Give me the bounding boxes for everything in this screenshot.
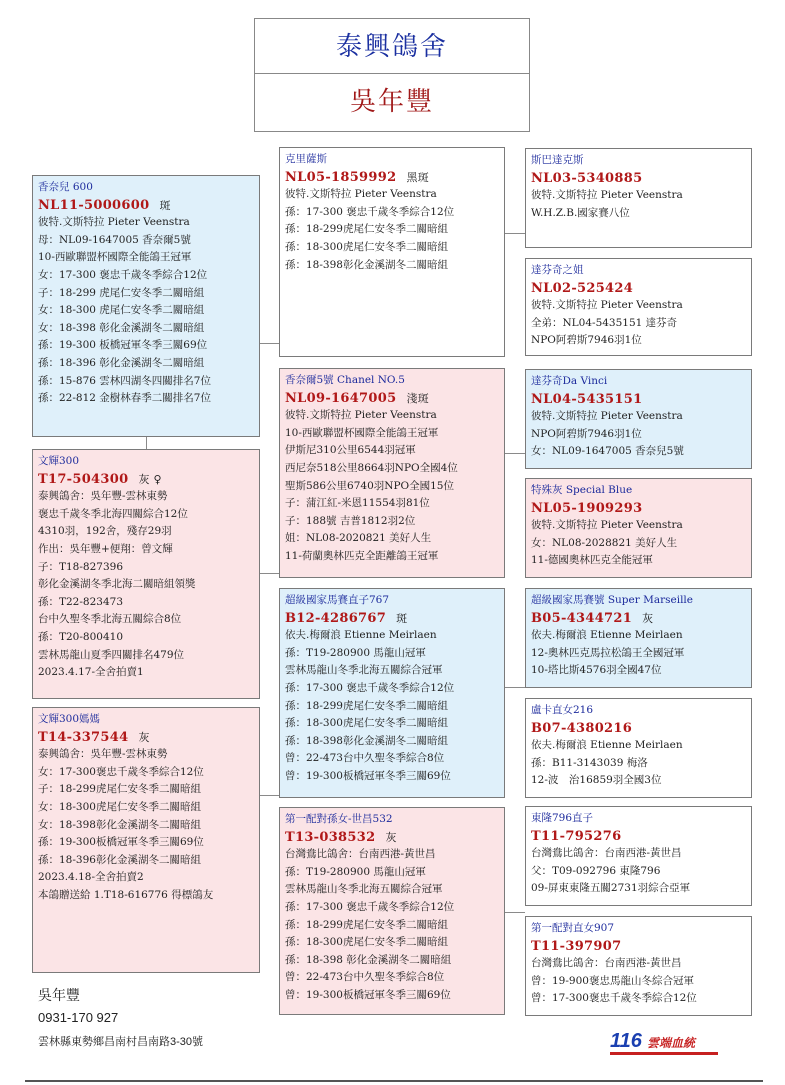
record-line: 曾：22-473台中久聖冬季綜合8位 [285,752,445,765]
pedigree-box-ancestor [525,369,752,469]
record-line: 女：18-398 彰化金溪湖冬二關暗組 [38,321,205,334]
record-line: 褒忠千歲冬季北海四關綜合12位 [38,507,188,520]
pedigree-box-ancestor [525,148,752,248]
record-line: 孫：T22-823473 [38,595,123,608]
record-line: 子：T18-827396 [38,560,123,573]
bird-name: 第一配對孫女-世昌532 [285,813,393,825]
record-line: 伊斯尼310公里6544羽冠軍 [285,444,416,457]
record-line: 子：18-299虎尾仁安冬季二關暗組 [38,783,201,796]
pedigree-box-granddam [279,368,505,578]
record-line: 依夫.梅爾浪 Etienne Meirlaen [531,629,683,642]
record-line: 全弟：NL04-5435151 達芬奇 [531,316,678,329]
record-line: 女：18-398彰化金溪湖冬二關暗組 [38,818,201,831]
record-line: 2023.4.18-全舍拍賣2 [38,871,144,884]
pedigree-box-ancestor [525,806,752,906]
record-line: 彼特.文斯特拉 Pieter Veenstra [285,409,437,422]
record-line: 孫：18-396 彰化金溪湖冬二關暗組 [38,356,205,369]
record-list [531,737,747,790]
record-line: 依夫.梅爾浪 Etienne Meirlaen [285,629,437,642]
record-line: 女：NL09-1647005 香奈兒5號 [531,445,684,458]
record-line: 孫：18-398 彰化金溪湖冬二關暗組 [285,953,452,966]
bird-color: 灰 [385,830,397,844]
bird-color: 斑 [396,611,408,625]
bird-color: 斑 [159,198,171,212]
bird-name: 東隆796直子 [531,812,594,824]
record-list [531,297,747,350]
record-line: 孫：18-299虎尾仁安冬季二關暗組 [285,918,448,931]
record-line: 母：NL09-1647005 香奈爾5號 [38,233,191,246]
record-line: 姐：NL08-2020821 美好人生 [285,532,432,545]
connector-line [505,687,525,688]
record-line: 父：T09-092796 東隆796 [531,864,661,877]
record-line: 子：188號 吉普1812羽2位 [285,514,416,527]
record-line: 曾：19-300板橋冠軍冬季三關69位 [285,988,451,1001]
pedigree-box-ancestor [525,588,752,688]
bird-name: 香奈兒 600 [38,181,93,193]
record-list [38,746,255,904]
connector-line [259,795,279,796]
connector-line [259,343,279,344]
bird-color: 黑斑 [406,170,430,184]
record-list [531,627,747,680]
record-line: 子：18-299 虎尾仁安冬季二關暗組 [38,286,205,299]
bird-name: 文輝300媽媽 [38,713,101,725]
footer-address: 雲林縣東勢鄉昌南村昌南路3-30號 [38,1036,204,1048]
record-line: 孫：19-300板橋冠軍冬季三關69位 [38,836,204,849]
record-line: 孫：18-299虎尾仁安冬季二關暗組 [285,699,448,712]
owner-name: 吳年豐 [254,73,530,132]
record-line: NPO阿碧斯7946羽1位 [531,334,642,347]
record-line: 台中久聖冬季北海五關綜合8位 [38,613,182,626]
ring-number: T14-337544 [38,729,129,745]
pedigree-box-ancestor [525,916,752,1016]
ring-number: NL03-5340885 [531,170,643,186]
brand-logo [610,1030,720,1056]
record-line: 孫：15-876 雲林四湖冬四關排名7位 [38,374,211,387]
record-line: 孫：T19-280900 馬龍山冠軍 [285,865,426,878]
record-line: 09-屏東東隆五關2731羽綜合亞軍 [531,882,691,895]
pedigree-box-grandsire-dam [279,588,505,798]
record-line: 泰興鴿舍：吳年豐-雲林東勢 [38,490,168,503]
record-list [531,408,747,461]
pedigree-box-dam [32,707,260,973]
footer-phone: 0931-170 927 [38,1010,119,1025]
pedigree-box-granddam-dam [279,807,505,1015]
pedigree-box-subject [32,449,260,699]
record-line: 12-波 治16859羽全國3位 [531,774,662,787]
ring-number: NL11-5000600 [38,197,150,213]
connector-line [146,437,147,449]
ring-number: NL05-1909293 [531,500,643,516]
record-line: 彼特.文斯特拉 Pieter Veenstra [531,189,683,202]
record-line: 孫：18-398彰化金溪湖冬二關暗組 [285,258,448,271]
ring-number: NL02-525424 [531,280,634,296]
pedigree-box-ancestor [525,698,752,798]
bird-name: 達芬奇Da Vinci [531,375,608,387]
record-line: 曾：22-473台中久聖冬季綜合8位 [285,971,445,984]
record-line: 依夫.梅爾浪 Etienne Meirlaen [531,739,683,752]
loft-name: 泰興鴿舍 [254,18,530,74]
record-line: 孫：18-300虎尾仁安冬季二關暗組 [285,936,448,949]
ring-number: B07-4380216 [531,720,633,736]
record-list [531,955,747,1008]
record-line: 雲林馬龍山夏季四關排名479位 [38,648,185,661]
record-line: 孫：18-299虎尾仁安冬季二關暗組 [285,223,448,236]
ring-number: NL04-5435151 [531,391,643,407]
record-line: 聖斯586公里6740羽NPO全國15位 [285,479,454,492]
pedigree-box-ancestor [525,478,752,578]
connector-line [259,573,279,574]
ring-number: T13-038532 [285,829,376,845]
record-line: NPO阿碧斯7946羽1位 [531,427,642,440]
ring-number: B12-4286767 [285,610,387,626]
connector-line [505,453,525,454]
bird-color: 灰 ♀ [138,472,162,486]
pedigree-box-sire [32,175,260,437]
record-line: 11-荷蘭奧林匹克全距離鴿王冠軍 [285,549,439,562]
record-line: 孫：17-300 褒忠千歲冬季綜合12位 [285,205,455,218]
bird-name: 斯巴達克斯 [531,154,584,166]
record-line: 彼特.文斯特拉 Pieter Veenstra [285,188,437,201]
record-line: 孫：T20-800410 [38,630,123,643]
record-list [285,186,500,274]
record-list [285,627,500,785]
bird-color: 灰 [642,611,654,625]
record-line: 彼特.文斯特拉 Pieter Veenstra [531,299,683,312]
record-line: 孫：18-398彰化金溪湖冬二關暗組 [285,734,448,747]
record-line: 彼特.文斯特拉 Pieter Veenstra [531,519,683,532]
footer-name: 吳年豐 [38,987,80,1003]
logo-number: 116 [610,1030,642,1052]
bird-name: 香奈爾5號 Chanel NO.5 [285,374,405,386]
record-list [531,187,747,222]
record-line: 12-奧林匹克馬拉松鴿王全國冠軍 [531,646,685,659]
record-line: 10-塔比斯4576羽全國47位 [531,664,662,677]
record-line: 雲林馬龍山冬季北海五關綜合冠軍 [285,664,443,677]
bird-name: 特殊灰 Special Blue [531,484,633,496]
record-line: 彼特.文斯特拉 Pieter Veenstra [38,216,190,229]
record-line: 彼特.文斯特拉 Pieter Veenstra [531,410,683,423]
record-line: 曾：19-300板橋冠軍冬季三關69位 [285,769,451,782]
record-line: 子：蒲江紅-米恩11554羽81位 [285,497,430,510]
record-list [531,517,747,570]
record-line: 曾：17-300褒忠千歲冬季綜合12位 [531,992,697,1005]
record-line: 孫：18-300虎尾仁安冬季二關暗組 [285,717,448,730]
logo-text: 雲端血統 [646,1036,695,1050]
record-line: 10-西歐聯盟杯國際全能鴿王冠軍 [285,426,439,439]
record-line: 曾：19-900褒忠馬龍山冬綜合冠軍 [531,974,694,987]
record-line: 女：17-300 褒忠千歲冬季綜合12位 [38,268,208,281]
record-line: 泰興鴿舍：吳年豐-雲林東勢 [38,748,168,761]
record-line: 孫：22-812 金樹林春季二關排名7位 [38,392,211,405]
ring-number: NL09-1647005 [285,390,397,406]
record-line: 10-西歐聯盟杯國際全能鴿王冠軍 [38,251,192,264]
record-line: 作出：吳年豐+便翔：曾文輝 [38,542,173,555]
record-line: 女：NL08-2028821 美好人生 [531,536,678,549]
record-line: 台灣鴦比鴿舍：台南西港-黃世昌 [531,847,682,860]
bird-color: 淺斑 [406,391,430,405]
record-line: 台灣鴦比鴿舍：台南西港-黃世昌 [531,957,682,970]
record-line: 2023.4.17-全舍拍賣1 [38,666,144,679]
record-line: 雲林馬龍山冬季北海五關綜合冠軍 [285,883,443,896]
bottom-divider [25,1080,763,1082]
pedigree-box-grandsire [279,147,505,357]
record-list [38,214,255,408]
bird-name: 第一配對直女907 [531,922,615,934]
bird-name: 超級國家馬賽號 Super Marseille [531,594,694,606]
record-list [285,407,500,565]
record-list [285,846,500,1004]
record-line: 孫：19-300 板橋冠軍冬季三關69位 [38,339,208,352]
ring-number: T17-504300 [38,471,129,487]
ring-number: T11-397907 [531,938,622,954]
record-line: 女：17-300褒忠千歲冬季綜合12位 [38,765,204,778]
connector-line [505,912,525,913]
bird-name: 盧卡直女216 [531,704,594,716]
logo-underline [610,1052,718,1055]
record-line: 女：18-300虎尾仁安冬季二關暗組 [38,800,201,813]
ring-number: T11-795276 [531,828,622,844]
bird-name: 超級國家馬賽直子767 [285,594,390,606]
record-line: 本鴿贈送給 1.T18-616776 得標鴿友 [38,888,214,901]
record-line: 11-德國奧林匹克全能冠軍 [531,554,653,567]
bird-name: 文輝300 [38,455,80,467]
record-line: W.H.Z.B.國家賽八位 [531,206,630,219]
record-line: 台灣鴦比鴿舍：台南西港-黃世昌 [285,848,436,861]
pedigree-box-ancestor [525,258,752,356]
record-line: 孫：18-300虎尾仁安冬季二關暗組 [285,240,448,253]
record-line: 西尼奈518公里8664羽NPO全國4位 [285,461,458,474]
record-line: 孫：B11-3143039 梅洛 [531,756,648,769]
ring-number: NL05-1859992 [285,169,397,185]
record-line: 孫：17-300 褒忠千歲冬季綜合12位 [285,681,455,694]
record-list [531,845,747,898]
bird-color: 灰 [138,730,150,744]
bird-name: 克里薩斯 [285,153,327,165]
record-list [38,488,255,682]
record-line: 孫：17-300 褒忠千歲冬季綜合12位 [285,900,455,913]
ring-number: B05-4344721 [531,610,633,626]
record-line: 孫：18-396彰化金溪湖冬二關暗組 [38,853,201,866]
record-line: 女：18-300 虎尾仁安冬季二關暗組 [38,304,205,317]
record-line: 彰化金溪湖冬季北海二關暗組領獎 [38,578,196,591]
record-line: 4310羽，192舍，殘存29羽 [38,525,172,538]
record-line: 孫：T19-280900 馬龍山冠軍 [285,646,426,659]
bird-name: 達芬奇之姐 [531,264,584,276]
connector-line [505,233,525,234]
